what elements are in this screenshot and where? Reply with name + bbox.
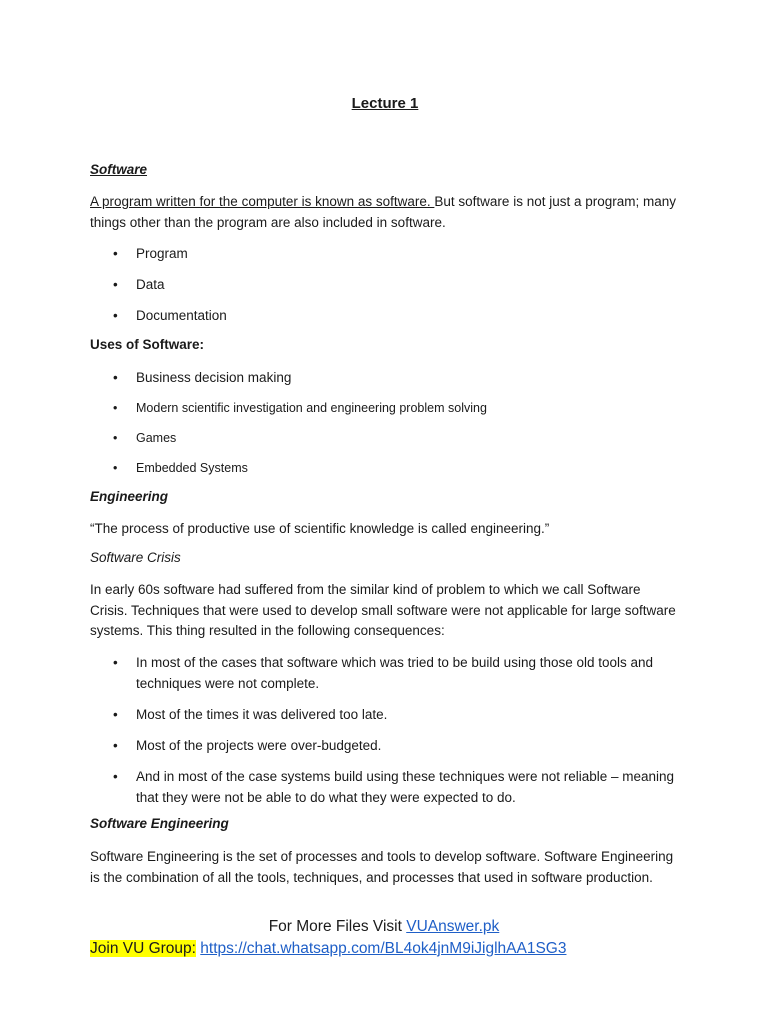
list-item: • Embedded Systems [90, 458, 680, 479]
uses-list [90, 367, 680, 479]
engineering-heading: Engineering [90, 489, 169, 504]
footer-visit-text: For More Files Visit [268, 918, 407, 935]
crisis-heading: Software Crisis [90, 550, 181, 565]
footer-group [90, 940, 566, 958]
se-heading: Software Engineering [90, 816, 229, 831]
software-intro [90, 192, 680, 233]
page-title: Lecture 1 [351, 95, 419, 112]
crisis-paragraph: In early 60s software had suffered from the similar kind of problem to which we call Software Crisis. Techniques that were used to develop small software were not applicable for large software systems. This thing resulted in the following consequences: [90, 582, 676, 638]
software-definition: A program written for the computer is known as software. [90, 194, 435, 209]
se-paragraph: Software Engineering is the set of processes and tools to develop software. Software Engineering is the combination of all the tools, techniques, and processes that used in software production. [90, 849, 674, 885]
software-heading: Software [90, 162, 148, 177]
list-item: • Games [90, 428, 680, 449]
list-item: • Business decision making [90, 367, 680, 388]
engineering-quote: “The process of productive use of scientific knowledge is called engineering.” [90, 521, 550, 536]
list-item: • And in most of the case systems build using these techniques were not reliable – meaning that they were not be able to do what they were expected to do. [90, 766, 680, 808]
list-item: • Program [90, 243, 680, 264]
vuanswer-link[interactable]: VUAnswer.pk [406, 918, 500, 935]
software-list [90, 243, 680, 326]
software-intro-rest: But software is not just a program; many things other than the program are also included in software. [90, 194, 677, 230]
uses-heading: Uses of Software: [90, 337, 205, 352]
list-item: • Data [90, 274, 680, 295]
list-item: • Most of the projects were over-budgeted. [90, 735, 680, 756]
list-item: • Documentation [90, 305, 680, 326]
crisis-list [90, 652, 680, 808]
whatsapp-group-link[interactable]: https://chat.whatsapp.com/BL4ok4jnM9iJiglhAA1SG3 [200, 940, 567, 957]
list-item: • In most of the cases that software which was tried to be build using those old tools and techniques were not complete. [90, 652, 680, 694]
list-item: • Most of the times it was delivered too late. [90, 704, 680, 725]
footer-visit [0, 918, 768, 936]
join-group-label: Join VU Group: [90, 940, 196, 957]
list-item: • Modern scientific investigation and engineering problem solving [90, 398, 680, 419]
